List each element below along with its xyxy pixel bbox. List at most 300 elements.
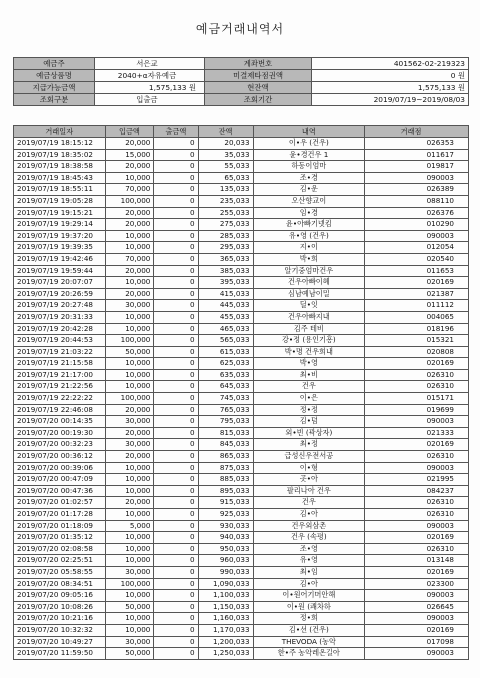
balance-cell: 895,033 bbox=[198, 485, 253, 497]
balance-cell: 35,033 bbox=[198, 149, 253, 161]
description-cell: 급성신우전서공 bbox=[253, 451, 365, 463]
balance-cell: 1,150,033 bbox=[198, 601, 253, 613]
date-cell: 2019/07/19 18:38:58 bbox=[14, 161, 106, 173]
balance-cell: 365,033 bbox=[198, 253, 253, 265]
info-row bbox=[14, 94, 469, 106]
withdrawal-cell: 0 bbox=[154, 590, 198, 602]
branch-cell: 011112 bbox=[365, 300, 469, 312]
deposit-cell: 10,000 bbox=[105, 532, 154, 544]
available-value: 1,575,133 원 bbox=[95, 82, 205, 94]
table-row bbox=[14, 253, 469, 265]
deposit-cell: 10,000 bbox=[105, 369, 154, 381]
withdrawal-cell: 0 bbox=[154, 509, 198, 521]
balance-cell: 135,033 bbox=[198, 184, 253, 196]
description-cell: 김•운 bbox=[253, 184, 365, 196]
description-cell: 심남예남이밀 bbox=[253, 288, 365, 300]
withdrawal-cell: 0 bbox=[154, 578, 198, 590]
date-cell: 2019/07/19 19:15:21 bbox=[14, 207, 106, 219]
branch-cell: 018196 bbox=[365, 323, 469, 335]
description-cell: 곳•아 bbox=[253, 474, 365, 486]
date-cell: 2019/07/20 00:47:09 bbox=[14, 474, 106, 486]
unsettled-value: 0 원 bbox=[312, 70, 469, 82]
branch-cell: 020169 bbox=[365, 277, 469, 289]
description-cell: 김•선 (건우) bbox=[253, 624, 365, 636]
withdrawal-cell: 0 bbox=[154, 393, 198, 405]
withdrawal-cell: 0 bbox=[154, 613, 198, 625]
date-cell: 2019/07/20 05:58:55 bbox=[14, 566, 106, 578]
date-cell: 2019/07/20 00:32:23 bbox=[14, 439, 106, 451]
table-row bbox=[14, 624, 469, 636]
description-cell: 박•영 bbox=[253, 358, 365, 370]
table-row bbox=[14, 161, 469, 173]
branch-cell: 020169 bbox=[365, 624, 469, 636]
deposit-cell: 100,000 bbox=[105, 393, 154, 405]
branch-cell: 020169 bbox=[365, 532, 469, 544]
table-row bbox=[14, 532, 469, 544]
deposit-cell: 30,000 bbox=[105, 636, 154, 648]
description-cell: 딜•잇 bbox=[253, 300, 365, 312]
date-cell: 2019/07/20 00:39:06 bbox=[14, 462, 106, 474]
deposit-cell: 50,000 bbox=[105, 346, 154, 358]
holder-label: 예금주 bbox=[14, 58, 95, 70]
account-info-table bbox=[13, 57, 469, 106]
table-row bbox=[14, 393, 469, 405]
branch-cell: 020169 bbox=[365, 358, 469, 370]
description-cell: 한•주 농악레온길아 bbox=[253, 648, 365, 660]
table-row bbox=[14, 311, 469, 323]
withdrawal-cell: 0 bbox=[154, 624, 198, 636]
deposit-cell: 70,000 bbox=[105, 253, 154, 265]
description-cell: 이•원어기머안해 bbox=[253, 590, 365, 602]
branch-cell: 090003 bbox=[365, 416, 469, 428]
account-value: 401562-02-219323 bbox=[312, 58, 469, 70]
date-cell: 2019/07/19 18:15:12 bbox=[14, 138, 106, 150]
deposit-cell: 10,000 bbox=[105, 323, 154, 335]
branch-cell: 026645 bbox=[365, 601, 469, 613]
branch-cell: 090003 bbox=[365, 590, 469, 602]
balance-cell: 865,033 bbox=[198, 451, 253, 463]
table-row bbox=[14, 520, 469, 532]
transaction-body bbox=[14, 138, 469, 660]
deposit-cell: 10,000 bbox=[105, 358, 154, 370]
balance-cell: 455,033 bbox=[198, 311, 253, 323]
table-row bbox=[14, 462, 469, 474]
date-cell: 2019/07/20 00:47:36 bbox=[14, 485, 106, 497]
description-cell: 건우 (속평) bbox=[253, 532, 365, 544]
description-cell: 팔리나아 건우 bbox=[253, 485, 365, 497]
product-label: 예금상품명 bbox=[14, 70, 95, 82]
description-cell: 김•덤 bbox=[253, 416, 365, 428]
branch-cell: 017098 bbox=[365, 636, 469, 648]
description-cell: 김주 테비 bbox=[253, 323, 365, 335]
date-cell: 2019/07/19 22:22:22 bbox=[14, 393, 106, 405]
date-cell: 2019/07/20 00:14:35 bbox=[14, 416, 106, 428]
description-cell: THEVODA (농악 bbox=[253, 636, 365, 648]
info-row bbox=[14, 58, 469, 70]
branch-cell: 026376 bbox=[365, 207, 469, 219]
date-cell: 2019/07/19 18:45:43 bbox=[14, 172, 106, 184]
deposit-cell: 10,000 bbox=[105, 474, 154, 486]
table-row bbox=[14, 404, 469, 416]
table-row bbox=[14, 335, 469, 347]
branch-cell: 015171 bbox=[365, 393, 469, 405]
date-cell: 2019/07/19 19:59:44 bbox=[14, 265, 106, 277]
date-cell: 2019/07/20 08:34:51 bbox=[14, 578, 106, 590]
withdrawal-cell: 0 bbox=[154, 439, 198, 451]
deposit-cell: 20,000 bbox=[105, 288, 154, 300]
description-cell: 박•희 bbox=[253, 253, 365, 265]
deposit-cell: 50,000 bbox=[105, 601, 154, 613]
balance-cell: 1,090,033 bbox=[198, 578, 253, 590]
balance-cell: 255,033 bbox=[198, 207, 253, 219]
deposit-cell: 20,000 bbox=[105, 207, 154, 219]
table-header-row bbox=[14, 126, 469, 138]
table-row bbox=[14, 416, 469, 428]
balance-cell: 1,100,033 bbox=[198, 590, 253, 602]
balance-cell: 625,033 bbox=[198, 358, 253, 370]
table-row bbox=[14, 439, 469, 451]
branch-cell: 019699 bbox=[365, 404, 469, 416]
date-cell: 2019/07/20 09:05:16 bbox=[14, 590, 106, 602]
table-row bbox=[14, 474, 469, 486]
deposit-cell: 10,000 bbox=[105, 277, 154, 289]
description-cell: 이•형 bbox=[253, 462, 365, 474]
period-value: 2019/07/19~2019/08/03 bbox=[312, 94, 469, 106]
deposit-cell: 100,000 bbox=[105, 578, 154, 590]
description-cell: 오산향교이 bbox=[253, 195, 365, 207]
deposit-cell: 15,000 bbox=[105, 149, 154, 161]
branch-cell: 090003 bbox=[365, 462, 469, 474]
date-cell: 2019/07/19 18:55:11 bbox=[14, 184, 106, 196]
branch-cell: 090003 bbox=[365, 648, 469, 660]
transaction-table bbox=[13, 125, 469, 660]
branch-cell: 026310 bbox=[365, 381, 469, 393]
description-cell: 최•비 bbox=[253, 369, 365, 381]
balance-cell: 65,033 bbox=[198, 172, 253, 184]
withdrawal-cell: 0 bbox=[154, 497, 198, 509]
withdrawal-cell: 0 bbox=[154, 149, 198, 161]
branch-cell: 090003 bbox=[365, 520, 469, 532]
table-row bbox=[14, 265, 469, 277]
date-cell: 2019/07/20 02:08:58 bbox=[14, 543, 106, 555]
date-cell: 2019/07/20 01:02:57 bbox=[14, 497, 106, 509]
withdrawal-cell: 0 bbox=[154, 346, 198, 358]
deposit-cell: 10,000 bbox=[105, 242, 154, 254]
description-cell: 건우외삼촌 bbox=[253, 520, 365, 532]
table-row bbox=[14, 555, 469, 567]
header-balance: 잔액 bbox=[198, 126, 253, 138]
withdrawal-cell: 0 bbox=[154, 358, 198, 370]
branch-cell: 011653 bbox=[365, 265, 469, 277]
table-row bbox=[14, 543, 469, 555]
deposit-cell: 10,000 bbox=[105, 613, 154, 625]
balance-cell: 1,200,033 bbox=[198, 636, 253, 648]
date-cell: 2019/07/20 10:32:32 bbox=[14, 624, 106, 636]
deposit-cell: 10,000 bbox=[105, 381, 154, 393]
date-cell: 2019/07/19 20:44:53 bbox=[14, 335, 106, 347]
table-row bbox=[14, 601, 469, 613]
deposit-cell: 10,000 bbox=[105, 590, 154, 602]
holder-value: 서은교 bbox=[95, 58, 205, 70]
branch-cell: 088110 bbox=[365, 195, 469, 207]
date-cell: 2019/07/19 22:46:08 bbox=[14, 404, 106, 416]
product-value: 2040+α자유예금 bbox=[95, 70, 205, 82]
balance-cell: 395,033 bbox=[198, 277, 253, 289]
branch-cell: 026310 bbox=[365, 369, 469, 381]
table-row bbox=[14, 346, 469, 358]
description-cell: 윤•아빠기넷킴 bbox=[253, 219, 365, 231]
inquiry-type-value: 입출금 bbox=[95, 94, 205, 106]
deposit-cell: 10,000 bbox=[105, 624, 154, 636]
deposit-cell: 20,000 bbox=[105, 265, 154, 277]
deposit-cell: 10,000 bbox=[105, 230, 154, 242]
date-cell: 2019/07/20 02:25:51 bbox=[14, 555, 106, 567]
branch-cell: 020169 bbox=[365, 439, 469, 451]
balance-cell: 950,033 bbox=[198, 543, 253, 555]
description-cell: 강•정 (용인기흥) bbox=[253, 335, 365, 347]
deposit-cell: 30,000 bbox=[105, 439, 154, 451]
available-label: 지급가능금액 bbox=[14, 82, 95, 94]
branch-cell: 020169 bbox=[365, 566, 469, 578]
withdrawal-cell: 0 bbox=[154, 277, 198, 289]
date-cell: 2019/07/20 11:59:50 bbox=[14, 648, 106, 660]
date-cell: 2019/07/20 00:19:30 bbox=[14, 427, 106, 439]
balance-label: 현잔액 bbox=[205, 82, 312, 94]
branch-cell: 090003 bbox=[365, 613, 469, 625]
date-cell: 2019/07/19 20:27:48 bbox=[14, 300, 106, 312]
withdrawal-cell: 0 bbox=[154, 253, 198, 265]
balance-cell: 960,033 bbox=[198, 555, 253, 567]
table-row bbox=[14, 636, 469, 648]
withdrawal-cell: 0 bbox=[154, 520, 198, 532]
deposit-cell: 70,000 bbox=[105, 184, 154, 196]
branch-cell: 011617 bbox=[365, 149, 469, 161]
description-cell: 정•정 bbox=[253, 404, 365, 416]
balance-cell: 465,033 bbox=[198, 323, 253, 335]
branch-cell: 012054 bbox=[365, 242, 469, 254]
unsettled-label: 미결제타점권액 bbox=[205, 70, 312, 82]
branch-cell: 026353 bbox=[365, 138, 469, 150]
deposit-cell: 5,000 bbox=[105, 520, 154, 532]
description-cell: 이•우 (건우) bbox=[253, 138, 365, 150]
balance-cell: 875,033 bbox=[198, 462, 253, 474]
date-cell: 2019/07/19 20:07:07 bbox=[14, 277, 106, 289]
deposit-cell: 10,000 bbox=[105, 172, 154, 184]
description-cell: 정•희 bbox=[253, 613, 365, 625]
branch-cell: 026310 bbox=[365, 497, 469, 509]
description-cell: 건우아빠이혜 bbox=[253, 277, 365, 289]
date-cell: 2019/07/19 21:17:00 bbox=[14, 369, 106, 381]
date-cell: 2019/07/19 21:22:56 bbox=[14, 381, 106, 393]
date-cell: 2019/07/19 19:42:46 bbox=[14, 253, 106, 265]
date-cell: 2019/07/19 18:35:02 bbox=[14, 149, 106, 161]
branch-cell: 026389 bbox=[365, 184, 469, 196]
balance-cell: 285,033 bbox=[198, 230, 253, 242]
balance-cell: 845,033 bbox=[198, 439, 253, 451]
header-description: 내역 bbox=[253, 126, 365, 138]
balance-cell: 930,033 bbox=[198, 520, 253, 532]
withdrawal-cell: 0 bbox=[154, 381, 198, 393]
date-cell: 2019/07/19 19:37:20 bbox=[14, 230, 106, 242]
date-cell: 2019/07/19 21:15:58 bbox=[14, 358, 106, 370]
balance-cell: 1,160,033 bbox=[198, 613, 253, 625]
table-row bbox=[14, 277, 469, 289]
info-row bbox=[14, 70, 469, 82]
branch-cell: 023300 bbox=[365, 578, 469, 590]
table-row bbox=[14, 485, 469, 497]
deposit-cell: 100,000 bbox=[105, 195, 154, 207]
balance-cell: 940,033 bbox=[198, 532, 253, 544]
balance-cell: 1,170,033 bbox=[198, 624, 253, 636]
description-cell: 임•경 bbox=[253, 207, 365, 219]
withdrawal-cell: 0 bbox=[154, 485, 198, 497]
balance-cell: 915,033 bbox=[198, 497, 253, 509]
withdrawal-cell: 0 bbox=[154, 462, 198, 474]
balance-cell: 745,033 bbox=[198, 393, 253, 405]
withdrawal-cell: 0 bbox=[154, 474, 198, 486]
withdrawal-cell: 0 bbox=[154, 300, 198, 312]
balance-cell: 645,033 bbox=[198, 381, 253, 393]
branch-cell: 026310 bbox=[365, 543, 469, 555]
description-cell: 건우아빠지내 bbox=[253, 311, 365, 323]
table-row bbox=[14, 613, 469, 625]
withdrawal-cell: 0 bbox=[154, 265, 198, 277]
balance-cell: 235,033 bbox=[198, 195, 253, 207]
description-cell: 김•아 bbox=[253, 578, 365, 590]
deposit-cell: 10,000 bbox=[105, 509, 154, 521]
deposit-cell: 10,000 bbox=[105, 311, 154, 323]
withdrawal-cell: 0 bbox=[154, 288, 198, 300]
deposit-cell: 20,000 bbox=[105, 161, 154, 173]
branch-cell: 020540 bbox=[365, 253, 469, 265]
date-cell: 2019/07/20 10:08:26 bbox=[14, 601, 106, 613]
table-row bbox=[14, 369, 469, 381]
branch-cell: 013148 bbox=[365, 555, 469, 567]
date-cell: 2019/07/19 19:39:35 bbox=[14, 242, 106, 254]
withdrawal-cell: 0 bbox=[154, 636, 198, 648]
withdrawal-cell: 0 bbox=[154, 532, 198, 544]
table-row bbox=[14, 590, 469, 602]
deposit-cell: 20,000 bbox=[105, 451, 154, 463]
balance-cell: 885,033 bbox=[198, 474, 253, 486]
description-cell: 김•아 bbox=[253, 509, 365, 521]
table-row bbox=[14, 230, 469, 242]
deposit-cell: 100,000 bbox=[105, 335, 154, 347]
info-row bbox=[14, 82, 469, 94]
deposit-cell: 10,000 bbox=[105, 485, 154, 497]
description-cell: 최•임 bbox=[253, 566, 365, 578]
date-cell: 2019/07/20 01:18:09 bbox=[14, 520, 106, 532]
balance-cell: 815,033 bbox=[198, 427, 253, 439]
deposit-cell: 10,000 bbox=[105, 555, 154, 567]
table-row bbox=[14, 358, 469, 370]
page-title: 예금거래내역서 bbox=[195, 22, 285, 36]
balance-cell: 20,033 bbox=[198, 138, 253, 150]
balance-cell: 615,033 bbox=[198, 346, 253, 358]
withdrawal-cell: 0 bbox=[154, 323, 198, 335]
balance-cell: 565,033 bbox=[198, 335, 253, 347]
withdrawal-cell: 0 bbox=[154, 335, 198, 347]
withdrawal-cell: 0 bbox=[154, 138, 198, 150]
withdrawal-cell: 0 bbox=[154, 230, 198, 242]
withdrawal-cell: 0 bbox=[154, 207, 198, 219]
description-cell: 조•영 bbox=[253, 543, 365, 555]
withdrawal-cell: 0 bbox=[154, 369, 198, 381]
table-row bbox=[14, 648, 469, 660]
description-cell: 건우 bbox=[253, 497, 365, 509]
table-row bbox=[14, 381, 469, 393]
table-row bbox=[14, 497, 469, 509]
withdrawal-cell: 0 bbox=[154, 219, 198, 231]
withdrawal-cell: 0 bbox=[154, 161, 198, 173]
withdrawal-cell: 0 bbox=[154, 555, 198, 567]
deposit-cell: 20,000 bbox=[105, 219, 154, 231]
balance-cell: 795,033 bbox=[198, 416, 253, 428]
deposit-cell: 50,000 bbox=[105, 648, 154, 660]
header-date: 거래일자 bbox=[14, 126, 106, 138]
balance-cell: 925,033 bbox=[198, 509, 253, 521]
branch-cell: 090003 bbox=[365, 230, 469, 242]
account-label: 계좌번호 bbox=[205, 58, 312, 70]
branch-cell: 010290 bbox=[365, 219, 469, 231]
withdrawal-cell: 0 bbox=[154, 172, 198, 184]
description-cell: 외•빈 (곽상자) bbox=[253, 427, 365, 439]
branch-cell: 084237 bbox=[365, 485, 469, 497]
header-branch: 거래점 bbox=[365, 126, 469, 138]
branch-cell: 015321 bbox=[365, 335, 469, 347]
withdrawal-cell: 0 bbox=[154, 195, 198, 207]
branch-cell: 090003 bbox=[365, 172, 469, 184]
header-deposit: 입금액 bbox=[105, 126, 154, 138]
balance-cell: 275,033 bbox=[198, 219, 253, 231]
date-cell: 2019/07/20 01:35:12 bbox=[14, 532, 106, 544]
deposit-cell: 20,000 bbox=[105, 404, 154, 416]
withdrawal-cell: 0 bbox=[154, 404, 198, 416]
header-withdrawal: 출금액 bbox=[154, 126, 198, 138]
balance-cell: 55,033 bbox=[198, 161, 253, 173]
withdrawal-cell: 0 bbox=[154, 184, 198, 196]
description-cell: 박•명 건우희내 bbox=[253, 346, 365, 358]
branch-cell: 021387 bbox=[365, 288, 469, 300]
table-row bbox=[14, 207, 469, 219]
description-cell: 이•은 bbox=[253, 393, 365, 405]
description-cell: 조•경 bbox=[253, 172, 365, 184]
withdrawal-cell: 0 bbox=[154, 416, 198, 428]
table-row bbox=[14, 566, 469, 578]
balance-cell: 1,250,033 bbox=[198, 648, 253, 660]
branch-cell: 021995 bbox=[365, 474, 469, 486]
withdrawal-cell: 0 bbox=[154, 566, 198, 578]
balance-cell: 385,033 bbox=[198, 265, 253, 277]
deposit-cell: 20,000 bbox=[105, 427, 154, 439]
description-cell: 유•영 (건우) bbox=[253, 230, 365, 242]
date-cell: 2019/07/20 01:17:28 bbox=[14, 509, 106, 521]
date-cell: 2019/07/20 00:36:12 bbox=[14, 451, 106, 463]
balance-value: 1,575,133 원 bbox=[312, 82, 469, 94]
deposit-cell: 30,000 bbox=[105, 300, 154, 312]
balance-cell: 445,033 bbox=[198, 300, 253, 312]
balance-cell: 765,033 bbox=[198, 404, 253, 416]
table-row bbox=[14, 184, 469, 196]
date-cell: 2019/07/19 19:05:28 bbox=[14, 195, 106, 207]
table-row bbox=[14, 288, 469, 300]
date-cell: 2019/07/19 20:26:59 bbox=[14, 288, 106, 300]
description-cell: 최•정 bbox=[253, 439, 365, 451]
description-cell: 지•이 bbox=[253, 242, 365, 254]
table-row bbox=[14, 323, 469, 335]
description-cell: 윤•경건우 1 bbox=[253, 149, 365, 161]
description-cell: 유•영 bbox=[253, 555, 365, 567]
